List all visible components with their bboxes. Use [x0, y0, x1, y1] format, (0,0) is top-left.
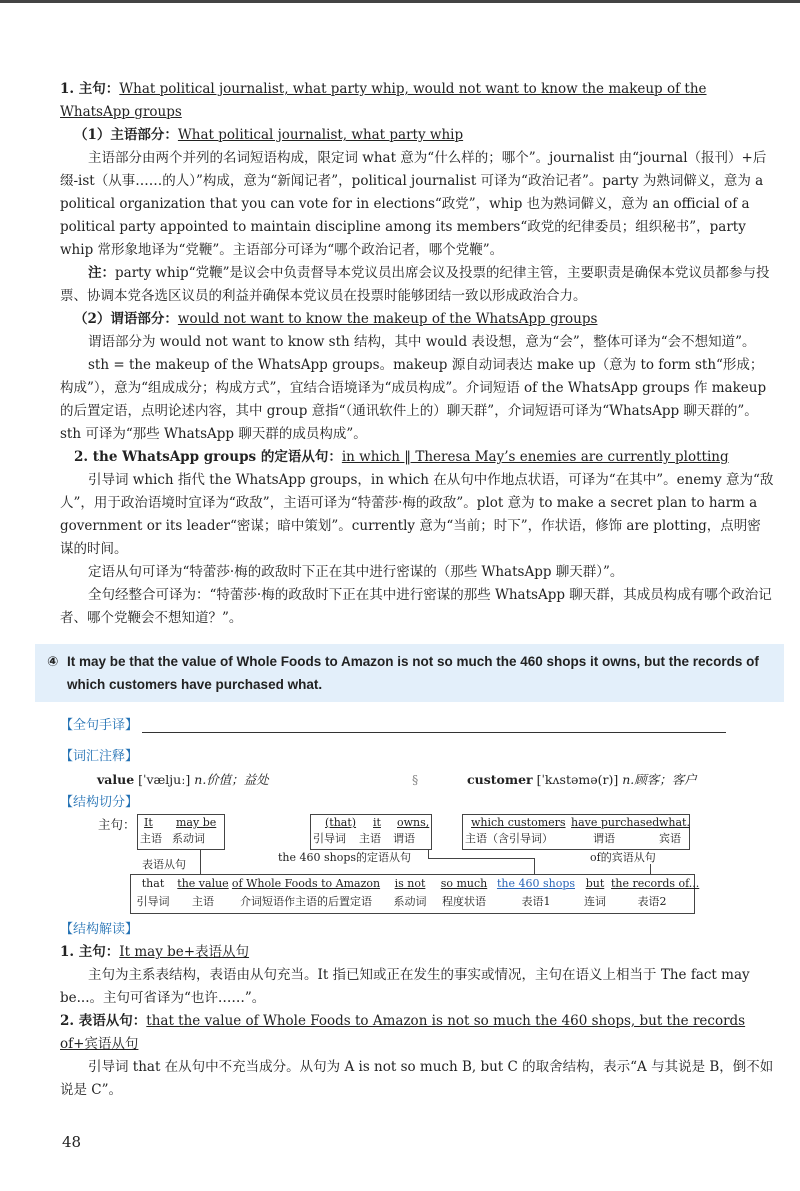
row-label-records: 表语2	[637, 895, 667, 908]
row-label-somuch: 程度状语	[442, 895, 486, 908]
box3-label-object: 宾语	[659, 832, 681, 845]
vocab-row	[60, 768, 774, 791]
vocab-customer: customer [ˈkʌstəmə(r)] n.顾客；客户	[467, 772, 697, 787]
diagram-box-main	[137, 814, 225, 850]
row-label-but: 连词	[584, 895, 606, 908]
connector-attr-v2	[534, 858, 535, 874]
analysis-tag: 【结构解读】	[60, 922, 139, 937]
attributive-explanation: 引导词 which 指代 the WhatsApp groups，in which 在从句中作地点状语，可译为“在其中”。enemy 意为“敌人”，用于政治语境时宜译为“政敌”，主语可译为“特蕾莎·梅的政敌”。plot 意为 to make a secret plan to harm a government or its leader“密谋；暗中策划”。currently 意为“当前；时下”，作状语，修饰 are plotting，点明密谋的时间。	[60, 472, 774, 557]
connector-obj	[650, 864, 651, 874]
structure-diagram	[60, 814, 774, 918]
row-word-value: the value	[177, 877, 229, 890]
row-label-shops: 表语1	[521, 895, 551, 908]
row-label-that: 引导词	[136, 895, 170, 908]
box3-word-what: what.	[659, 816, 690, 829]
box2-label-subject: 主语	[359, 832, 381, 845]
attributive-translation: 定语从句可译为“特蕾莎·梅的政敌时下正在其中进行密谋的（那些 WhatsApp 聊天群）”。	[88, 564, 624, 580]
subject-explanation: 主语部分由两个并列的名词短语构成，限定词 what 意为“什么样的；哪个”。journalist 由“journal（报刊）+后缀-ist（从事……的人）”构成，意为“新闻记者”，political journalist 可译为“政治记者”。party 为熟词僻义，意为 a political organization that you can vote for in elections“政党”，whip 也为熟词僻义，意为 an official of a political party appointed to maintain discipline among its members“政党的纪律委员；组织秘书”，party whip 常形象地译为“党鞭”。主语部分可译为“哪个政治记者，哪个党鞭”。	[60, 150, 767, 258]
row-word-isnot: is not	[394, 877, 426, 890]
translate-section	[60, 714, 774, 737]
row-word-shops: the 460 shops	[496, 877, 576, 890]
note-object-clause: of的宾语从句	[590, 851, 656, 864]
row-word-records: the records of...	[611, 877, 700, 890]
connector-attr-v1	[428, 849, 429, 859]
box3-word-which: which customers	[471, 816, 566, 829]
vocab-mark-icon: §	[412, 772, 419, 787]
box2-label-predicate: 谓语	[393, 832, 415, 845]
box3-label-predicate: 谓语	[593, 832, 615, 845]
diagram-box-attr	[310, 814, 432, 850]
diagram-predicative-box	[130, 874, 700, 914]
note-predicative-clause: 表语从句	[142, 858, 186, 871]
full-translation: 全句经整合可译为：“特蕾莎·梅的政敌时下正在其中进行密谋的那些 WhatsApp 聊天群，其成员构成有哪个政治记者、哪个党鞭会不想知道？”。	[60, 587, 772, 626]
subject-heading: （1）主语部分：What political journalist, what party whip	[74, 127, 464, 143]
vocab-value: value [ˈvæljuː] n.价值；益处	[97, 772, 269, 787]
makeup-explanation: sth = the makeup of the WhatsApp groups。makeup 源自动词表达 make up（意为 to form sth“形成；构成”），意为“组成成分；构成方式”，宜结合语境译为“成员构成”。介词短语 of the WhatsApp groups 作 makeup 的后置定语，点明论述内容，其中 group 意指“（通讯软件上的）聊天群”，介词短语可译为“WhatsApp 聊天群的”。sth 可译为“那些 WhatsApp 聊天群的成员构成”。	[60, 357, 767, 442]
box2-word-owns: owns,	[397, 816, 430, 829]
box2-word-that: (that)	[325, 816, 357, 829]
analysis-main-text: 主句为主系表结构，表语由从句充当。It 指已知或正在发生的事实或情况，主句在语义上相当于 The fact may be...。主句可省译为“也许……”。	[60, 967, 750, 1006]
box2-label-intro: 引导词	[313, 832, 346, 845]
structure-tag: 【结构切分】	[60, 795, 139, 810]
row-label-of: 介词短语作主语的后置定语	[240, 895, 372, 908]
diagram-main-label: 主句：	[98, 817, 136, 832]
sentence-4-highlight	[35, 644, 784, 702]
predicate-explanation: 谓语部分为 would not want to know sth 结构，其中 would 表设想，意为“会”，整体可译为“会不想知道”。	[88, 334, 756, 350]
top-rule	[0, 0, 800, 3]
translate-tag: 【全句手译】	[60, 718, 139, 733]
row-word-of: of Whole Foods to Amazon	[231, 877, 381, 890]
connector-predicative	[200, 849, 201, 874]
note-paragraph: 注：party whip“党鞭”是议会中负责督导本党议员出席会议及投票的纪律主管，主要职责是确保本党议员都参与投票、协调本党各选区议员的利益并确保本党议员在投票时能够团结一致以形成政治合力。	[60, 265, 770, 304]
box1-word-it: It	[144, 816, 153, 829]
diagram-box-obj	[462, 814, 690, 850]
box3-label-subject: 主语（含引导词）	[465, 832, 553, 845]
sentence-number: ④	[47, 654, 59, 669]
note-attributive-clause: the 460 shops的定语从句	[278, 851, 412, 864]
sentence-4-text: It may be that the value of Whole Foods to Amazon is not so much the 460 shops it owns, but the records of which customers have purchased what.	[67, 654, 759, 692]
page-body	[47, 78, 774, 1102]
row-label-isnot: 系动词	[393, 895, 427, 908]
predicate-heading: （2）谓语部分：would not want to know the makeup of the WhatsApp groups	[74, 311, 598, 327]
page-number: 48	[62, 1133, 82, 1151]
row-label-value: 主语	[192, 895, 214, 908]
main-clause-heading: 1. 主句：What political journalist, what party whip, would not want to know the makeup of the WhatsApp groups	[60, 81, 707, 120]
translation-blank-line[interactable]	[142, 718, 726, 733]
box1-label-subject: 主语	[140, 832, 162, 845]
vocab-tag: 【词汇注释】	[60, 749, 139, 764]
box2-word-it: it	[373, 816, 381, 829]
row-word-but: but	[585, 877, 605, 890]
box1-word-maybe: may be	[176, 816, 217, 829]
analysis-predicative-heading: 2. 表语从句：that the value of Whole Foods to Amazon is not so much the 460 shops, but the records of+宾语从句	[60, 1013, 746, 1052]
analysis-main-heading: 1. 主句：It may be+表语从句	[60, 944, 250, 960]
analysis-predicative-text: 引导词 that 在从句中不充当成分。从句为 A is not so much B, but C 的取舍结构，表示“A 与其说是 B，倒不如说是 C”。	[60, 1059, 774, 1098]
row-word-somuch: so much	[440, 877, 488, 890]
row-word-that: that	[141, 877, 165, 890]
box3-word-purchased: have purchased	[571, 816, 660, 829]
attributive-clause-heading: 2. the WhatsApp groups 的定语从句：in which ‖ Theresa May’s enemies are currently plotting	[74, 449, 729, 465]
connector-attr-h	[428, 858, 534, 859]
box1-label-verb: 系动词	[172, 832, 205, 845]
